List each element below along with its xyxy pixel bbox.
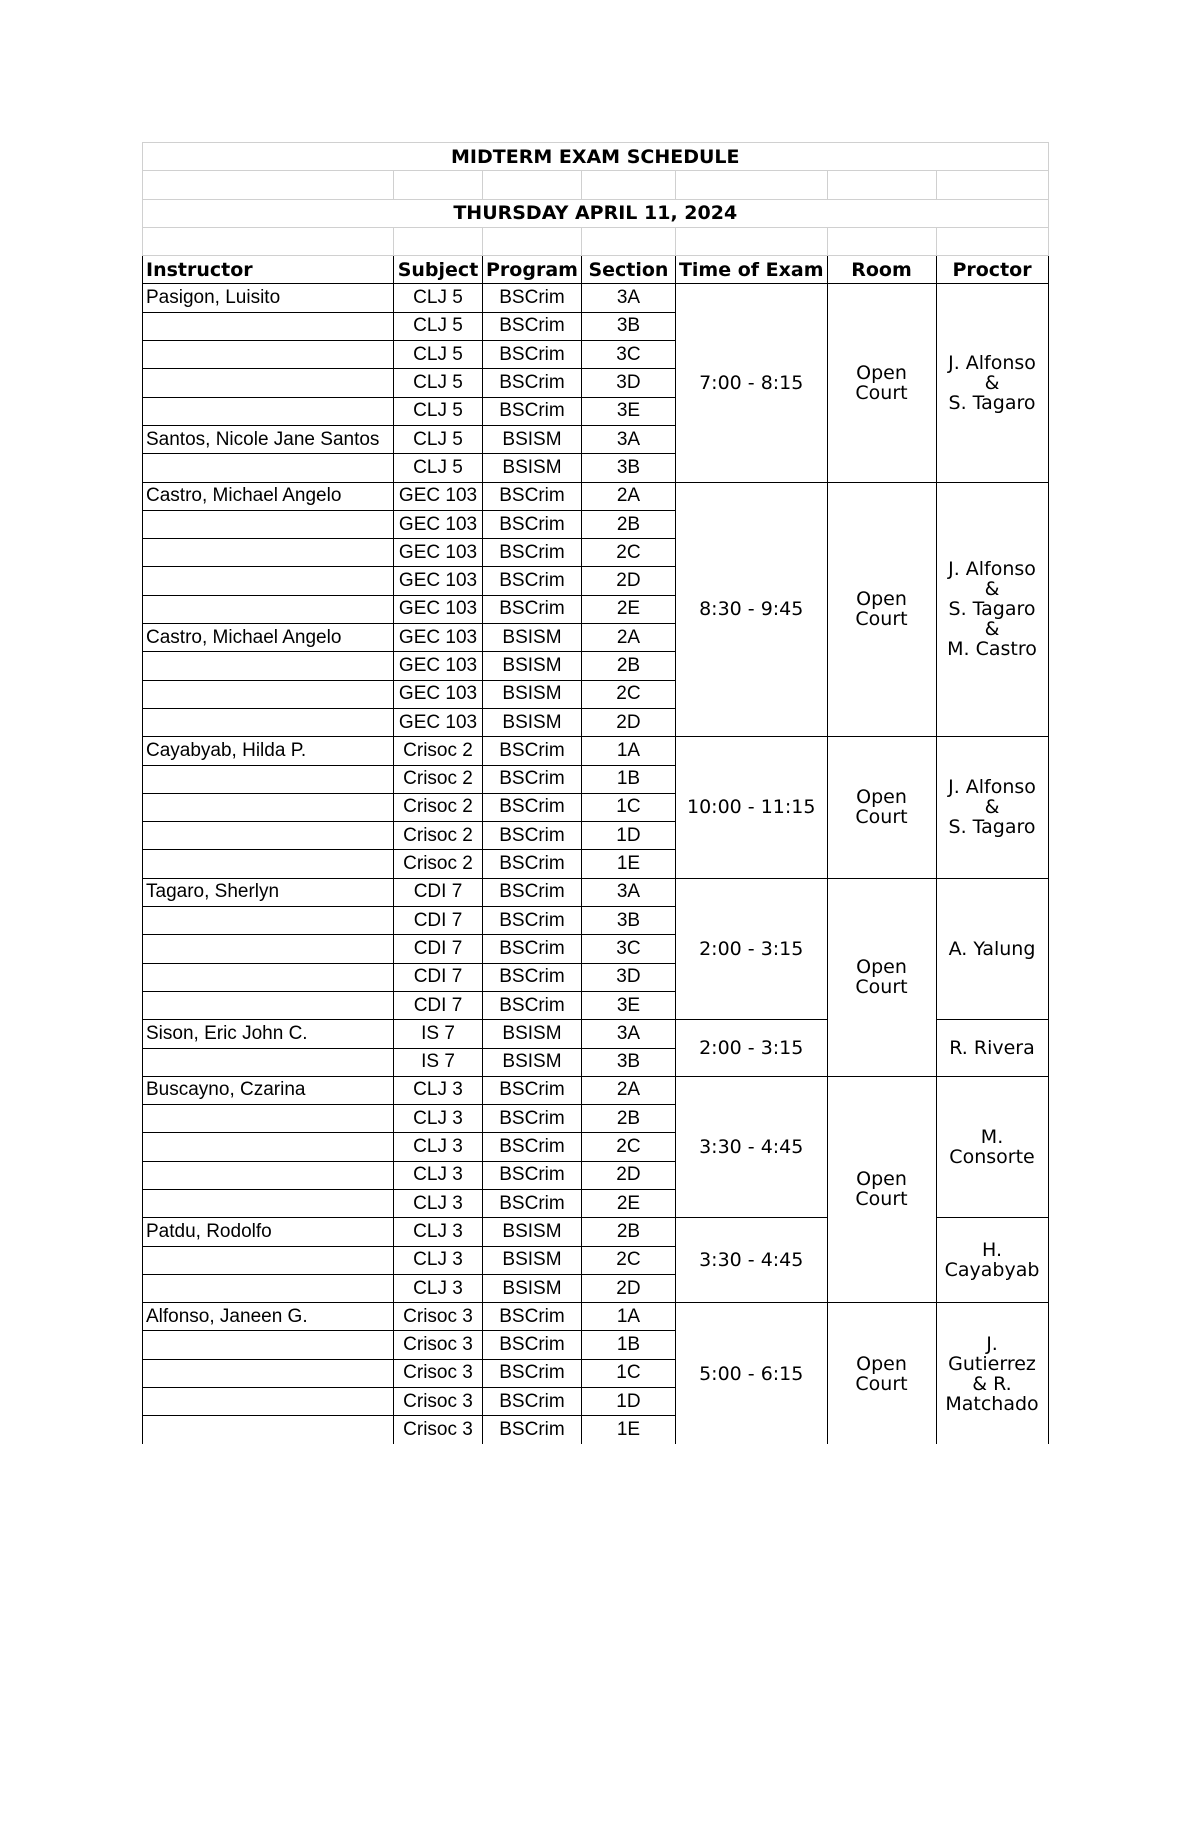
proctor-cell [936,1076,1048,1217]
subject-cell: CLJ 5 [394,425,483,453]
exam-time-cell: 2:00 - 3:15 [675,878,827,1019]
instructor-cell [143,312,394,340]
subject-cell: CDI 7 [394,907,483,935]
subject-cell: CLJ 3 [394,1133,483,1161]
subject-cell: GEC 103 [394,510,483,538]
program-cell: BSCrim [483,284,582,312]
subject-cell: Crisoc 3 [394,1359,483,1387]
instructor-cell: Santos, Nicole Jane Santos [143,425,394,453]
instructor-cell [143,822,394,850]
section-cell: 2B [581,652,675,680]
program-cell: BSCrim [483,595,582,623]
program-cell: BSCrim [483,935,582,963]
proctor-cell [936,1218,1048,1303]
program-cell: BSCrim [483,1189,582,1217]
instructor-cell [143,539,394,567]
program-cell: BSCrim [483,850,582,878]
room-cell: Open Court [827,737,936,878]
section-cell: 1A [581,1303,675,1331]
proctor-line: M. [980,1126,1004,1149]
instructor-cell [143,510,394,538]
proctor-line: J. Gutierrez [948,1332,1036,1375]
instructor-cell: Pasigon, Luisito [143,284,394,312]
subject-cell: GEC 103 [394,624,483,652]
header-subject: Subject [394,256,483,284]
instructor-cell: Buscayno, Czarina [143,1076,394,1104]
program-cell: BSISM [483,652,582,680]
spacer-row [143,227,1049,255]
program-cell: BSCrim [483,312,582,340]
subject-cell: Crisoc 2 [394,765,483,793]
program-cell: BSCrim [483,397,582,425]
instructor-cell [143,454,394,482]
program-cell: BSISM [483,1048,582,1076]
subject-cell: GEC 103 [394,680,483,708]
instructor-cell [143,680,394,708]
program-cell: BSISM [483,425,582,453]
section-cell: 3E [581,397,675,425]
program-cell: BSCrim [483,878,582,906]
exam-time-cell: 2:00 - 3:15 [675,1020,827,1077]
instructor-cell: Patdu, Rodolfo [143,1218,394,1246]
header-instructor: Instructor [143,256,394,284]
section-cell: 2D [581,567,675,595]
section-cell: 1D [581,1388,675,1416]
subject-cell: CLJ 3 [394,1105,483,1133]
instructor-cell [143,963,394,991]
program-cell: BSISM [483,1246,582,1274]
subject-cell: Crisoc 2 [394,822,483,850]
proctor-line: H. [982,1239,1003,1262]
program-cell: BSCrim [483,822,582,850]
section-cell: 1D [581,822,675,850]
proctor-line: Matchado [945,1392,1039,1415]
subject-cell: CLJ 3 [394,1076,483,1104]
section-cell: 2D [581,708,675,736]
instructor-cell [143,793,394,821]
section-cell: 2A [581,624,675,652]
proctor-line: & [984,618,1000,641]
proctor-line: J. Alfonso & [948,558,1036,601]
schedule-title: MIDTERM EXAM SCHEDULE [143,143,1049,171]
program-cell: BSCrim [483,1416,582,1444]
proctor-cell [936,284,1048,482]
instructor-cell: Castro, Michael Angelo [143,624,394,652]
proctor-line: J. Alfonso & [948,352,1036,395]
section-cell: 2E [581,595,675,623]
subject-cell: GEC 103 [394,539,483,567]
subject-cell: Crisoc 2 [394,737,483,765]
subject-cell: GEC 103 [394,567,483,595]
spacer-row [143,171,1049,199]
section-cell: 3A [581,878,675,906]
instructor-cell: Cayabyab, Hilda P. [143,737,394,765]
section-cell: 3D [581,963,675,991]
program-cell: BSISM [483,454,582,482]
table-row [143,1076,1049,1104]
header-room: Room [827,256,936,284]
section-cell: 1B [581,765,675,793]
instructor-cell [143,1161,394,1189]
room-cell: Open Court [827,284,936,482]
instructor-cell [143,595,394,623]
subject-cell: CLJ 5 [394,284,483,312]
exam-time-cell: 3:30 - 4:45 [675,1218,827,1303]
instructor-cell [143,1105,394,1133]
program-cell: BSISM [483,1218,582,1246]
exam-time-cell: 5:00 - 6:15 [675,1303,827,1444]
section-cell: 2B [581,1218,675,1246]
instructor-cell [143,341,394,369]
program-cell: BSCrim [483,1076,582,1104]
subject-cell: CLJ 3 [394,1218,483,1246]
section-cell: 2B [581,510,675,538]
title-row [143,143,1049,171]
proctor-line: M. Castro [947,638,1037,661]
section-cell: 2D [581,1274,675,1302]
program-cell: BSCrim [483,765,582,793]
proctor-line: S. Tagaro [948,392,1036,415]
header-time-of-exam: Time of Exam [675,256,827,284]
subject-cell: Crisoc 3 [394,1416,483,1444]
program-cell: BSISM [483,624,582,652]
section-cell: 3A [581,425,675,453]
instructor-cell [143,567,394,595]
instructor-cell [143,708,394,736]
proctor-cell [936,482,1048,737]
section-cell: 3D [581,369,675,397]
program-cell: BSCrim [483,907,582,935]
header-program: Program [483,256,582,284]
program-cell: BSCrim [483,963,582,991]
subject-cell: Crisoc 2 [394,793,483,821]
date-row [143,199,1049,227]
section-cell: 1E [581,850,675,878]
section-cell: 3A [581,284,675,312]
proctor-cell [936,737,1048,878]
instructor-cell [143,1189,394,1217]
instructor-cell [143,397,394,425]
section-cell: 3C [581,935,675,963]
subject-cell: CDI 7 [394,963,483,991]
subject-cell: GEC 103 [394,482,483,510]
room-cell: Open Court [827,878,936,1076]
subject-cell: GEC 103 [394,652,483,680]
instructor-cell [143,1416,394,1444]
subject-cell: CLJ 5 [394,454,483,482]
program-cell: BSCrim [483,510,582,538]
subject-cell: Crisoc 3 [394,1388,483,1416]
proctor-line: A. Yalung [948,937,1036,960]
instructor-cell [143,652,394,680]
subject-cell: CLJ 3 [394,1246,483,1274]
subject-cell: Crisoc 2 [394,850,483,878]
program-cell: BSCrim [483,1105,582,1133]
table-row [143,737,1049,765]
proctor-line: S. Tagaro [948,816,1036,839]
section-cell: 1C [581,793,675,821]
program-cell: BSCrim [483,1303,582,1331]
section-cell: 1A [581,737,675,765]
section-cell: 2D [581,1161,675,1189]
proctor-line: & R. [972,1372,1012,1395]
section-cell: 1B [581,1331,675,1359]
section-cell: 2C [581,1133,675,1161]
header-proctor: Proctor [936,256,1048,284]
section-cell: 3B [581,907,675,935]
program-cell: BSCrim [483,1331,582,1359]
subject-cell: Crisoc 3 [394,1331,483,1359]
header-row [143,256,1049,284]
table-row [143,878,1049,906]
schedule-date: THURSDAY APRIL 11, 2024 [143,199,1049,227]
proctor-line: S. Tagaro [948,598,1036,621]
section-cell: 2E [581,1189,675,1217]
instructor-cell [143,1388,394,1416]
exam-time-cell: 10:00 - 11:15 [675,737,827,878]
section-cell: 2A [581,482,675,510]
instructor-cell [143,1246,394,1274]
subject-cell: GEC 103 [394,595,483,623]
program-cell: BSCrim [483,567,582,595]
subject-cell: CLJ 5 [394,341,483,369]
section-cell: 2B [581,1105,675,1133]
instructor-cell [143,1048,394,1076]
room-cell: Open Court [827,1076,936,1302]
header-section: Section [581,256,675,284]
subject-cell: CLJ 5 [394,369,483,397]
instructor-cell [143,369,394,397]
program-cell: BSCrim [483,793,582,821]
instructor-cell [143,1133,394,1161]
program-cell: BSCrim [483,737,582,765]
proctor-line: Consorte [949,1146,1035,1169]
proctor-line: Cayabyab [944,1259,1040,1282]
program-cell: BSISM [483,1020,582,1048]
program-cell: BSISM [483,680,582,708]
program-cell: BSCrim [483,1161,582,1189]
table-row [143,482,1049,510]
section-cell: 3B [581,454,675,482]
program-cell: BSCrim [483,991,582,1019]
table-row [143,284,1049,312]
program-cell: BSCrim [483,539,582,567]
instructor-cell [143,1274,394,1302]
section-cell: 3B [581,1048,675,1076]
instructor-cell: Castro, Michael Angelo [143,482,394,510]
proctor-cell [936,878,1048,1019]
program-cell: BSCrim [483,341,582,369]
program-cell: BSCrim [483,1133,582,1161]
program-cell: BSISM [483,708,582,736]
section-cell: 2C [581,680,675,708]
instructor-cell [143,1359,394,1387]
subject-cell: CLJ 3 [394,1189,483,1217]
instructor-cell: Tagaro, Sherlyn [143,878,394,906]
subject-cell: CLJ 5 [394,397,483,425]
instructor-cell [143,991,394,1019]
section-cell: 2A [581,1076,675,1104]
section-cell: 3A [581,1020,675,1048]
instructor-cell [143,935,394,963]
proctor-line: R. Rivera [949,1037,1035,1059]
subject-cell: CLJ 3 [394,1274,483,1302]
subject-cell: IS 7 [394,1020,483,1048]
program-cell: BSCrim [483,482,582,510]
subject-cell: IS 7 [394,1048,483,1076]
section-cell: 1C [581,1359,675,1387]
exam-time-cell: 3:30 - 4:45 [675,1076,827,1217]
instructor-cell [143,765,394,793]
section-cell: 3B [581,312,675,340]
subject-cell: Crisoc 3 [394,1303,483,1331]
instructor-cell [143,850,394,878]
instructor-cell [143,1331,394,1359]
exam-time-cell: 7:00 - 8:15 [675,284,827,482]
instructor-cell [143,907,394,935]
section-cell: 2C [581,539,675,567]
section-cell: 1E [581,1416,675,1444]
program-cell: BSISM [483,1274,582,1302]
exam-time-cell: 8:30 - 9:45 [675,482,827,737]
table-row [143,1303,1049,1331]
instructor-cell: Sison, Eric John C. [143,1020,394,1048]
room-cell: Open Court [827,482,936,737]
proctor-cell [936,1020,1048,1077]
subject-cell: CDI 7 [394,935,483,963]
section-cell: 3E [581,991,675,1019]
proctor-cell [936,1303,1048,1444]
program-cell: BSCrim [483,1359,582,1387]
section-cell: 3C [581,341,675,369]
room-cell: Open Court [827,1303,936,1444]
instructor-cell: Alfonso, Janeen G. [143,1303,394,1331]
subject-cell: CDI 7 [394,878,483,906]
proctor-line: J. Alfonso & [948,776,1036,819]
subject-cell: CLJ 3 [394,1161,483,1189]
program-cell: BSCrim [483,1388,582,1416]
subject-cell: CDI 7 [394,991,483,1019]
program-cell: BSCrim [483,369,582,397]
subject-cell: GEC 103 [394,708,483,736]
subject-cell: CLJ 5 [394,312,483,340]
section-cell: 2C [581,1246,675,1274]
exam-schedule-table [142,142,1049,1444]
